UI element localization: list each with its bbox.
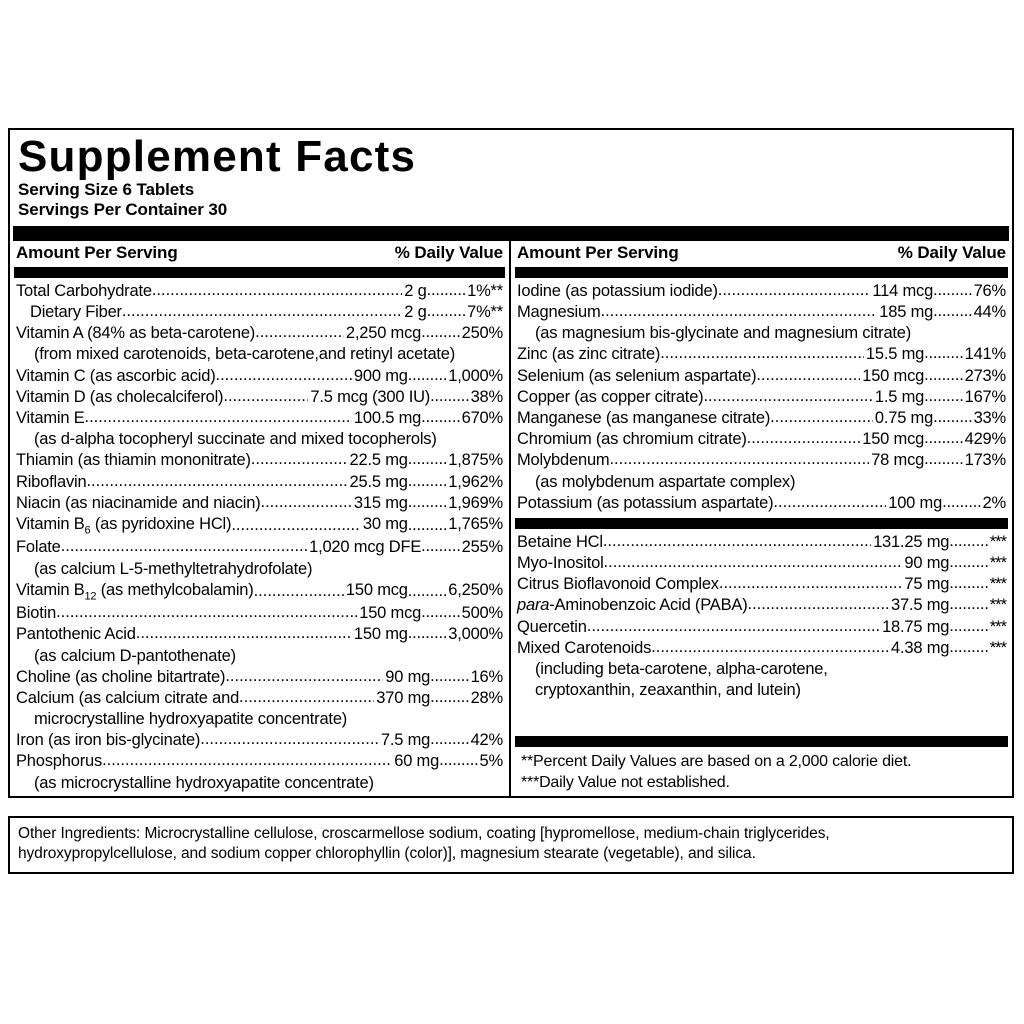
nutrient-amount: 131.25 mg: [873, 532, 950, 551]
dot-leader-secondary: .........: [933, 280, 973, 299]
nutrient-subtext: (as calcium L-5-methyltetrahydrofolate): [34, 559, 313, 578]
dot-leader: [85, 407, 352, 428]
nutrient-name: Iodine (as potassium iodide): [517, 281, 718, 300]
nutrient-amount: 114 mcg: [872, 281, 934, 300]
nutrient-row: [517, 344, 1006, 365]
dot-leader-secondary: .........: [949, 595, 989, 614]
left-header-amount: Amount Per Serving: [16, 242, 178, 262]
right-mineral-rows: [515, 280, 1008, 516]
nutrient-subtext: (as calcium D-pantothenate): [34, 646, 236, 665]
nutrient-name: Zinc (as zinc citrate): [517, 345, 661, 364]
dot-leader-secondary: .........: [407, 492, 448, 511]
dot-leader: [773, 492, 886, 513]
nutrient-daily-value: 1,000%: [448, 366, 503, 385]
nutrient-daily-value: 429%: [964, 430, 1006, 449]
dot-leader-secondary: .........: [430, 730, 470, 749]
nutrient-name: Vitamin E: [16, 408, 85, 427]
dot-leader-secondary: .........: [924, 450, 964, 469]
dot-leader: [216, 365, 352, 386]
nutrient-row: [16, 408, 503, 429]
right-header-amount: Amount Per Serving: [517, 242, 679, 262]
left-column-header: [14, 241, 505, 265]
page-title: Supplement Facts: [18, 132, 417, 181]
right-column-header: [515, 241, 1008, 265]
right-nutrient-column: [511, 241, 1012, 796]
nutrient-row: [16, 730, 503, 751]
dot-leader-secondary: .........: [949, 531, 989, 550]
nutrient-row: [517, 366, 1006, 387]
nutrient-row: [16, 493, 503, 514]
dot-leader: [61, 536, 307, 557]
nutrient-daily-value: 38%: [470, 387, 503, 406]
nutrient-name: Magnesium: [517, 303, 601, 322]
supplement-facts-panel: [8, 128, 1014, 798]
nutrient-subtext: (from mixed carotenoids, beta-carotene,and retinyl acetate): [34, 345, 456, 364]
nutrient-name: para-Aminobenzoic Acid (PABA): [517, 596, 748, 615]
footnote-line-2: ***Daily Value not established.: [521, 774, 730, 792]
nutrient-daily-value: 141%: [964, 345, 1006, 364]
nutrient-name: Dietary Fiber: [30, 303, 122, 322]
nutrient-name: Potassium (as potassium aspartate): [517, 493, 774, 512]
nutrient-name: Vitamin $B_6$ (as pyridoxine HCl): [16, 514, 232, 537]
nutrient-amount: 150 mcg: [345, 580, 408, 599]
nutrient-amount: 1.5 mg: [874, 387, 925, 406]
nutrient-row: [517, 493, 1006, 514]
dot-leader-secondary: .........: [421, 603, 461, 622]
nutrient-name: Calcium (as calcium citrate and: [16, 688, 240, 707]
nutrient-name: Selenium (as selenium aspartate): [517, 366, 757, 385]
nutrient-row: [517, 387, 1006, 408]
dot-leader: [225, 666, 383, 687]
dot-leader: [703, 386, 872, 407]
dot-leader: [56, 602, 357, 623]
nutrient-name: Copper (as copper citrate): [517, 387, 704, 406]
nutrient-daily-value: 273%: [964, 366, 1006, 385]
nutrient-amount: 185 mg: [879, 303, 934, 322]
nutrient-daily-value: 255%: [461, 538, 503, 557]
nutrient-row: [517, 281, 1006, 302]
dot-leader: [770, 407, 873, 428]
dot-leader: [223, 386, 308, 407]
nutrient-amount: 25.5 mg: [349, 472, 408, 491]
nutrient-amount: 1,020 mcg DFE: [309, 538, 422, 557]
dot-leader: [86, 471, 347, 492]
dot-leader: [587, 616, 880, 637]
nutrient-amount: 90 mg: [904, 554, 950, 573]
nutrient-name: Total Carbohydrate: [16, 281, 152, 300]
nutrient-columns: [10, 241, 1012, 796]
nutrient-row: [517, 595, 1006, 616]
dot-leader: [136, 623, 352, 644]
other-ingredients-line-2: hydroxypropylcellulose, and sodium copper chlorophyllin (color)], magnesium stearate (vegetable), and silica.: [18, 845, 756, 863]
right-header-divider-bar: [515, 267, 1008, 278]
nutrient-amount: 2 g: [404, 281, 427, 300]
nutrient-amount: 2 g: [404, 303, 427, 322]
nutrient-name: Choline (as choline bitartrate): [16, 667, 226, 686]
nutrient-daily-value: 76%: [973, 281, 1006, 300]
nutrient-daily-value: 500%: [461, 604, 503, 623]
nutrient-name: Myo-Inositol: [517, 554, 604, 573]
nutrient-name: Biotin: [16, 604, 57, 623]
dot-leader: [609, 449, 869, 470]
nutrient-subtext: (as molybdenum aspartate complex): [535, 472, 796, 491]
nutrient-row: [517, 408, 1006, 429]
nutrient-amount: 315 mg: [353, 493, 408, 512]
nutrient-row: [16, 281, 503, 302]
dot-leader-secondary: .........: [407, 516, 448, 535]
nutrient-row: [16, 366, 503, 387]
serving-size-text: Serving Size 6 Tablets: [18, 179, 195, 199]
nutrient-daily-value: ***: [989, 617, 1006, 636]
nutrient-daily-value: 44%: [973, 303, 1006, 322]
nutrient-row: [16, 472, 503, 493]
left-nutrient-column: [10, 241, 511, 796]
nutrient-amount: 100 mg: [888, 493, 943, 512]
nutrient-amount: 60 mg: [394, 752, 440, 771]
nutrient-row: [16, 323, 503, 344]
nutrient-name: Manganese (as manganese citrate): [517, 408, 771, 427]
nutrient-amount: 7.5 mg: [380, 731, 431, 750]
nutrient-name: Molybdenum: [517, 451, 610, 470]
nutrient-subtext: (as microcrystalline hydroxyapatite concentrate): [34, 773, 374, 792]
dot-leader-secondary: .........: [407, 624, 448, 643]
nutrient-row: [16, 688, 503, 709]
nutrient-amount: 150 mcg: [359, 604, 422, 623]
nutrient-name: Citrus Bioflavonoid Complex: [517, 575, 719, 594]
label-title-area: [10, 130, 1012, 222]
dot-leader-secondary: .........: [924, 386, 964, 405]
dot-leader-secondary: .........: [439, 751, 479, 770]
dot-leader: [660, 343, 864, 364]
servings-per-container-text: Servings Per Container 30: [18, 199, 228, 219]
nutrient-daily-value: ***: [989, 532, 1006, 551]
nutrient-daily-value: ***: [989, 638, 1006, 657]
nutrient-daily-value: 250%: [461, 324, 503, 343]
nutrient-amount: 2,250 mcg: [345, 324, 422, 343]
nutrient-daily-value: 5%: [479, 752, 503, 771]
nutrient-row: [517, 450, 1006, 471]
nutrient-name: Riboflavin: [16, 472, 87, 491]
dot-leader-secondary: .........: [421, 537, 461, 556]
dot-leader-secondary: .........: [933, 407, 973, 426]
nutrient-daily-value: 1%**: [467, 281, 503, 300]
dot-leader: [756, 365, 860, 386]
dot-leader-secondary: .........: [407, 581, 448, 600]
dot-leader-secondary: .........: [949, 616, 989, 635]
nutrient-amount: 370 mg: [376, 688, 431, 707]
nutrient-daily-value: 1,765%: [448, 514, 503, 533]
nutrient-daily-value: 33%: [973, 408, 1006, 427]
supplement-facts-label: [8, 128, 1014, 874]
nutrient-daily-value: 7%**: [467, 303, 503, 322]
nutrient-amount: 150 mcg: [862, 430, 925, 449]
nutrient-row: [16, 514, 503, 537]
dot-leader-secondary: .........: [949, 637, 989, 656]
nutrient-name: Pantothenic Acid: [16, 625, 136, 644]
nutrient-row: [517, 429, 1006, 450]
dot-leader: [102, 750, 392, 771]
nutrient-name: Mixed Carotenoids: [517, 638, 652, 657]
nutrient-daily-value: 1,969%: [448, 493, 503, 512]
nutrient-daily-value: 167%: [964, 387, 1006, 406]
nutrient-name: Vitamin A (84% as beta-carotene): [16, 324, 256, 343]
dot-leader-secondary: .........: [924, 429, 964, 448]
nutrient-name: Chromium (as chromium citrate): [517, 430, 747, 449]
nutrient-row: [517, 574, 1006, 595]
nutrient-amount: 7.5 mcg (300 IU): [310, 387, 431, 406]
nutrient-name: Vitamin C (as ascorbic acid): [16, 366, 216, 385]
dot-leader: [747, 428, 861, 449]
nutrient-row: [517, 553, 1006, 574]
nutrient-row: [16, 450, 503, 471]
nutrient-amount: 37.5 mg: [891, 596, 950, 615]
nutrient-daily-value: 6,250%: [448, 580, 503, 599]
dot-leader: [254, 581, 344, 602]
nutrient-name: Phosphorus: [16, 752, 103, 771]
dot-leader: [239, 687, 374, 708]
dot-leader-secondary: .........: [430, 386, 470, 405]
dot-leader-secondary: .........: [924, 344, 964, 363]
dot-leader: [604, 552, 903, 573]
right-header-daily-value: % Daily Value: [897, 242, 1006, 262]
dot-leader-secondary: .........: [933, 302, 973, 321]
other-ingredients-box: [8, 816, 1014, 874]
nutrient-daily-value: 3,000%: [448, 625, 503, 644]
dot-leader-secondary: .........: [949, 574, 989, 593]
nutrient-row: [517, 302, 1006, 323]
nutrient-daily-value: 670%: [461, 408, 503, 427]
minerals-others-divider-bar: [515, 518, 1008, 529]
nutrient-amount: 150 mcg: [862, 366, 925, 385]
dot-leader-secondary: .........: [407, 365, 448, 384]
nutrient-row: [517, 617, 1006, 638]
dot-leader: [603, 531, 871, 552]
nutrient-amount: 4.38 mg: [891, 638, 950, 657]
nutrient-row: [16, 302, 503, 323]
nutrient-name: Vitamin D (as cholecalciferol): [16, 387, 224, 406]
dot-leader-secondary: .........: [924, 365, 964, 384]
nutrient-amount: 78 mcg: [871, 451, 925, 470]
nutrient-amount: 22.5 mg: [349, 451, 408, 470]
nutrient-daily-value: 42%: [470, 731, 503, 750]
dot-leader: [251, 449, 348, 470]
nutrient-row: [16, 537, 503, 558]
nutrient-daily-value: 28%: [470, 688, 503, 707]
dot-leader: [601, 301, 878, 322]
nutrient-daily-value: 1,962%: [448, 472, 503, 491]
nutrient-name: Vitamin $B_{12}$ (as methylcobalamin): [16, 580, 254, 602]
footnotes-block: [515, 749, 1008, 796]
dot-leader: [719, 573, 903, 594]
nutrient-amount: 30 mg: [362, 514, 408, 533]
dot-leader: [748, 594, 890, 615]
dot-leader-secondary: .........: [942, 492, 982, 511]
dot-leader-secondary: .........: [407, 471, 448, 490]
nutrient-name: Quercetin: [517, 617, 587, 636]
dot-leader-secondary: .........: [949, 553, 989, 572]
dot-leader-secondary: .........: [421, 407, 461, 426]
dot-leader: [261, 492, 352, 513]
nutrient-row: [16, 624, 503, 645]
nutrient-amount: 900 mg: [353, 366, 408, 385]
nutrient-row: [517, 532, 1006, 553]
nutrient-amount: 100.5 mg: [353, 408, 422, 427]
nutrient-name: Iron (as iron bis-glycinate): [16, 731, 201, 750]
nutrient-daily-value: 2%: [982, 493, 1006, 512]
footnote-line-1: **Percent Daily Values are based on a 2,000 calorie diet.: [521, 753, 912, 771]
nutrient-amount: 18.75 mg: [882, 617, 950, 636]
dot-leader: [152, 280, 402, 301]
dot-leader: [122, 301, 402, 322]
nutrient-name: Betaine HCl: [517, 532, 603, 551]
nutrient-amount: 0.75 mg: [874, 408, 934, 427]
dot-leader-secondary: .........: [430, 666, 470, 685]
dot-leader-secondary: .........: [430, 687, 470, 706]
nutrient-subtext: cryptoxanthin, zeaxanthin, and lutein): [535, 681, 801, 700]
dot-leader-secondary: .........: [426, 302, 467, 321]
left-header-daily-value: % Daily Value: [394, 242, 503, 262]
nutrient-amount: 75 mg: [904, 575, 950, 594]
left-nutrient-rows: [14, 280, 505, 796]
nutrient-row: [16, 667, 503, 688]
nutrient-amount: 15.5 mg: [865, 345, 925, 364]
nutrient-amount: 90 mg: [385, 667, 431, 686]
nutrient-daily-value: ***: [989, 575, 1006, 594]
nutrient-row: [16, 387, 503, 408]
nutrient-amount: 150 mg: [353, 625, 408, 644]
nutrient-name: Niacin (as niacinamide and niacin): [16, 493, 261, 512]
dot-leader: [255, 322, 344, 343]
dot-leader: [651, 637, 889, 658]
nutrient-row: [16, 751, 503, 772]
nutrient-daily-value: 1,875%: [448, 451, 503, 470]
nutrient-row: [16, 580, 503, 603]
nutrient-row: [517, 638, 1006, 659]
right-other-nutrient-rows: [515, 531, 1008, 704]
nutrient-daily-value: ***: [989, 596, 1006, 615]
left-header-divider-bar: [14, 267, 505, 278]
nutrient-daily-value: 16%: [470, 667, 503, 686]
dot-leader: [718, 280, 871, 301]
nutrient-row: [16, 603, 503, 624]
dot-leader: [231, 515, 361, 536]
nutrient-subtext: (including beta-carotene, alpha-carotene,: [535, 660, 828, 679]
nutrient-subtext: microcrystalline hydroxyapatite concentrate): [34, 710, 348, 729]
nutrient-daily-value: ***: [989, 554, 1006, 573]
footnote-divider-bar: [515, 736, 1008, 747]
title-divider-bar: [13, 226, 1009, 241]
dot-leader-secondary: .........: [421, 323, 461, 342]
nutrient-subtext: (as d-alpha tocopheryl succinate and mixed tocopherols): [34, 430, 437, 449]
dot-leader: [200, 729, 379, 750]
nutrient-subtext: (as magnesium bis-glycinate and magnesium citrate): [535, 324, 912, 343]
right-column-spacer: [515, 703, 1008, 734]
nutrient-name: Folate: [16, 538, 61, 557]
nutrient-daily-value: 173%: [964, 451, 1006, 470]
dot-leader-secondary: .........: [407, 450, 448, 469]
other-ingredients-line-1: Other Ingredients: Microcrystalline cellulose, croscarmellose sodium, coating [hypromellose, medium-chain triglycerides,: [18, 824, 830, 842]
dot-leader-secondary: .........: [426, 280, 467, 299]
nutrient-name: Thiamin (as thiamin mononitrate): [16, 451, 251, 470]
